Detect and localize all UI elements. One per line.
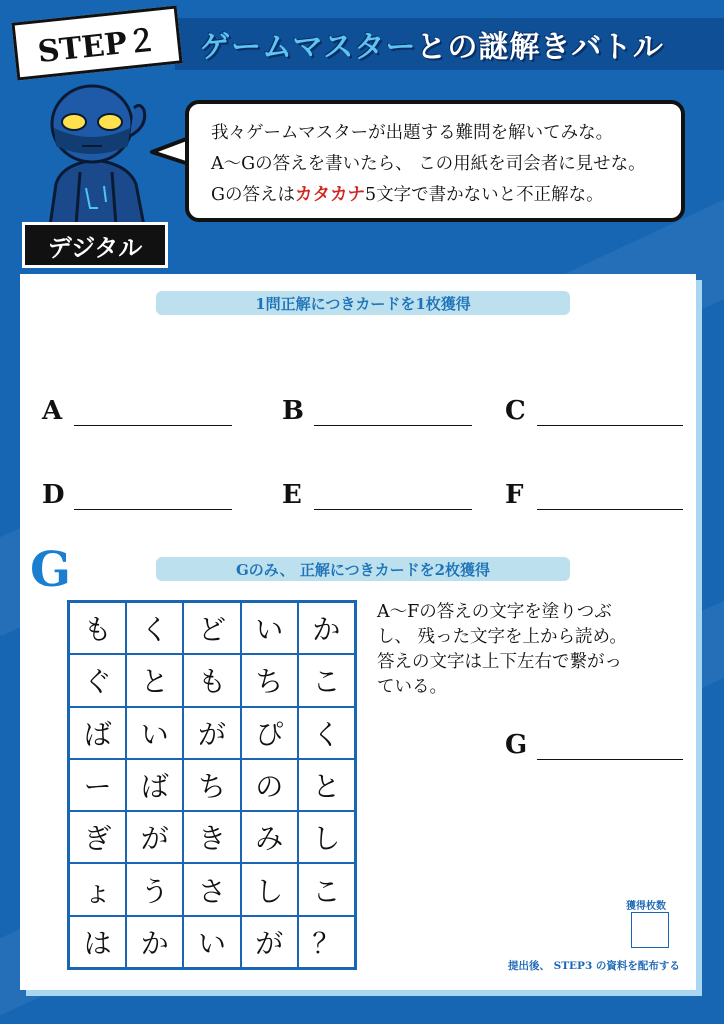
answer-line [314,479,472,510]
speech-line-3-post: 5文字で書かないと不正解な。 [364,185,604,205]
speech-bubble [185,100,685,222]
answer-field-g[interactable] [505,726,683,760]
character-name: デジタル [47,233,143,262]
grid-cell[interactable]: う [126,863,183,915]
answer-label: B [282,396,304,426]
grid-cell[interactable]: が [126,811,183,863]
instruction-line: し、 残った文字を上から読め。 [377,627,627,647]
answer-line [537,479,683,510]
instruction-line: 答えの文字は上下左右で繋がっ [377,652,622,672]
grid-cell[interactable]: か [298,602,355,654]
grid-cell[interactable]: し [298,811,355,863]
grid-cell[interactable]: の [241,759,298,811]
answer-field-a[interactable] [42,392,232,426]
grid-cell[interactable]: ょ [69,863,126,915]
grid-cell[interactable]: と [298,759,355,811]
title-rest: との謎解きバトル [416,30,664,65]
answer-line [314,395,472,426]
section-g-letter: G [30,542,71,598]
answer-label: E [282,480,302,510]
grid-cell[interactable]: ど [183,602,240,654]
grid-cell[interactable]: く [126,602,183,654]
speech-line-2: A～Gの答えを書いたら、 この用紙を司会者に見せな。 [211,154,646,174]
speech-line-3 [211,180,663,211]
page-title [200,22,664,66]
answer-field-e[interactable] [282,476,472,510]
answer-label: G [505,730,528,760]
footer-note: 提出後、 STEP3 の資料を配布する [508,960,680,972]
letter-grid [67,600,357,970]
answer-line [74,479,232,510]
grid-cell[interactable]: い [241,602,298,654]
answer-line [537,729,683,760]
speech-line-3-pre: Gの答えは [211,185,295,205]
speech-bubble-tail [150,132,190,172]
grid-cell[interactable]: ち [183,759,240,811]
grid-cell[interactable]: も [183,654,240,706]
card-count-label: 獲得枚数 [626,901,666,912]
step-label: STEP２ [36,22,159,71]
grid-cell[interactable]: ー [69,759,126,811]
grid-cell[interactable]: が [183,707,240,759]
grid-cell[interactable]: が [241,916,298,968]
instruction-line: ている。 [377,677,447,697]
grid-cell[interactable]: ぴ [241,707,298,759]
grid-cell[interactable]: は [69,916,126,968]
step-badge [11,5,182,80]
card-count-box[interactable] [631,912,669,948]
grid-cell[interactable]: こ [298,654,355,706]
answer-field-d[interactable] [42,476,232,510]
section2-banner: Gのみ、 正解につきカードを2枚獲得 [156,557,570,581]
g-instructions [377,600,687,700]
speech-line-1: 我々ゲームマスターが出題する難問を解いてみな。 [211,123,614,143]
grid-cell[interactable]: ば [126,759,183,811]
grid-cell[interactable]: ？ [298,916,355,968]
grid-cell[interactable]: ち [241,654,298,706]
answer-label: D [42,480,65,510]
grid-cell[interactable]: と [126,654,183,706]
speech-line-3-red: カタカナ [294,185,365,205]
section1-banner: 1問正解につきカードを1枚獲得 [156,291,570,315]
grid-cell[interactable]: い [183,916,240,968]
grid-cell[interactable]: ば [69,707,126,759]
title-accent: ゲームマスター [200,30,417,65]
answer-field-b[interactable] [282,392,472,426]
answer-field-c[interactable] [505,392,683,426]
character-name-tag [22,222,168,268]
grid-cell[interactable]: こ [298,863,355,915]
answer-label: A [42,396,63,426]
instruction-line: A～Fの答えの文字を塗りつぶ [377,602,612,622]
grid-cell[interactable]: き [183,811,240,863]
answer-line [537,395,683,426]
grid-cell[interactable]: し [241,863,298,915]
answer-line [74,395,232,426]
grid-cell[interactable]: い [126,707,183,759]
robot-character-icon [20,76,170,226]
answer-label: C [505,396,526,426]
answer-label: F [505,480,524,510]
grid-cell[interactable]: か [126,916,183,968]
grid-cell[interactable]: さ [183,863,240,915]
grid-cell[interactable]: ぎ [69,811,126,863]
answer-field-f[interactable] [505,476,683,510]
grid-cell[interactable]: み [241,811,298,863]
grid-cell[interactable]: も [69,602,126,654]
grid-cell[interactable]: ぐ [69,654,126,706]
grid-cell[interactable]: く [298,707,355,759]
